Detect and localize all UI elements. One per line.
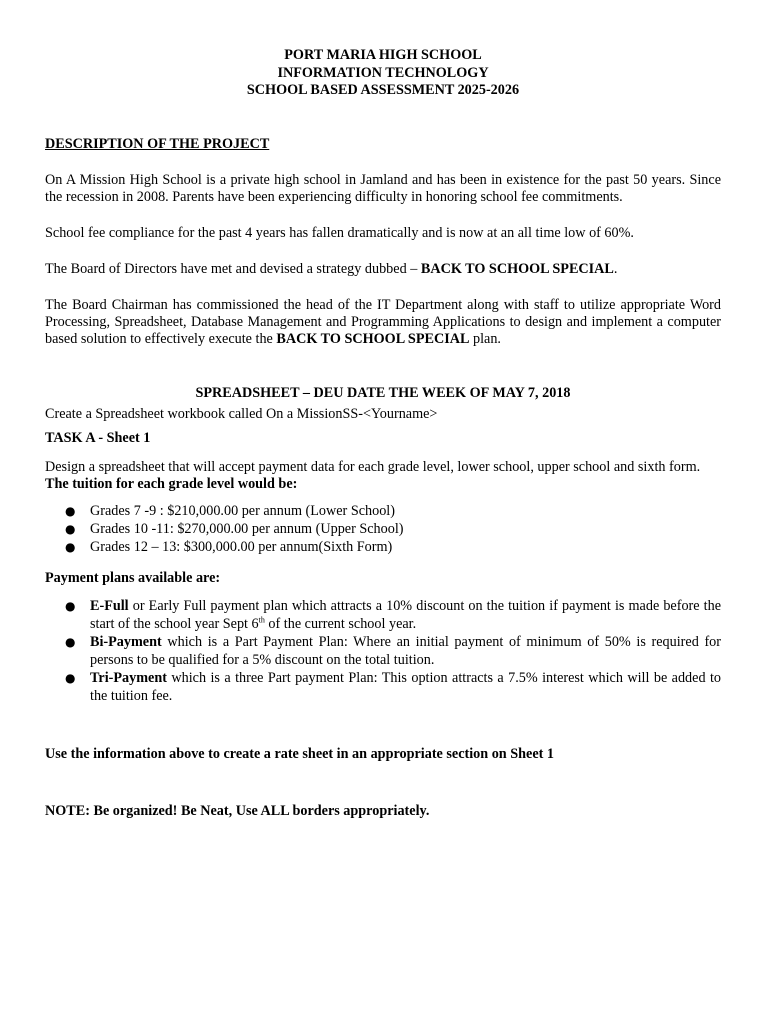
plan-description: which is a three Part payment Plan: This option attracts a 7.5% interest which will be added to the tuition fee.	[90, 669, 721, 704]
document-header	[45, 47, 721, 100]
description-title: DESCRIPTION OF THE PROJECT	[45, 135, 270, 152]
para3-text: The Board of Directors have met and devised a strategy dubbed –	[45, 260, 421, 277]
assessment-title: SCHOOL BASED ASSESSMENT 2025-2026	[246, 82, 520, 98]
bullet-icon: ●	[65, 503, 76, 518]
payment-plans-list	[45, 597, 721, 705]
list-item	[45, 502, 721, 520]
description-paragraph-4	[45, 297, 721, 348]
para4-text: The Board Chairman has commissioned the head of the IT Department along with staff to utilize appropriate Word Processing, Spreadsheet, Database Management and Programming Applications to design and implement a computer based solution to effectively execute the	[45, 296, 721, 347]
school-name: PORT MARIA HIGH SCHOOL	[284, 47, 482, 63]
tuition-item: Grades 7 -9 : $210,000.00 per annum (Lower School)	[90, 502, 395, 519]
plan-name: Bi-Payment	[90, 633, 162, 650]
description-paragraph-1: On A Mission High School is a private high school in Jamland and has been in existence for the past 50 years. Since the recession in 2008. Parents have been experiencing difficulty in honoring school fee commitments.	[45, 171, 721, 205]
tuition-item: Grades 12 – 13: $300,000.00 per annum(Sixth Form)	[90, 538, 393, 555]
tuition-list	[45, 502, 721, 556]
bullet-icon: ●	[65, 521, 76, 536]
para3-bold: BACK TO SCHOOL SPECIAL	[420, 260, 614, 277]
description-paragraph-2: School fee compliance for the past 4 years has fallen dramatically and is now at an all time low of 60%.	[45, 224, 634, 241]
superscript: th	[258, 614, 265, 624]
department-name: INFORMATION TECHNOLOGY	[277, 64, 489, 81]
para3-end: .	[613, 260, 618, 277]
plan-description-end: of the current school year.	[264, 615, 417, 632]
list-item	[45, 633, 721, 669]
bullet-icon: ●	[65, 598, 76, 613]
rate-sheet-instruction: Use the information above to create a rate sheet in an appropriate section on Sheet 1	[45, 745, 554, 762]
list-item	[45, 597, 721, 633]
para4-bold: BACK TO SCHOOL SPECIAL	[276, 330, 470, 347]
plan-description: or Early Full payment plan which attracts a 10% discount on the tuition if payment is made before the start of the school year Sept 6	[90, 597, 721, 632]
list-item	[45, 669, 721, 705]
bullet-icon: ●	[65, 670, 76, 685]
tuition-heading: The tuition for each grade level would be:	[45, 475, 298, 492]
bullet-icon: ●	[65, 634, 76, 649]
plan-name: E-Full	[90, 597, 129, 614]
list-item	[45, 538, 721, 556]
plan-name: Tri-Payment	[90, 669, 167, 686]
spreadsheet-title: SPREADSHEET – DEU DATE THE WEEK OF MAY 7, 2018	[195, 384, 571, 401]
task-heading: TASK A - Sheet 1	[45, 429, 151, 446]
bullet-icon: ●	[65, 539, 76, 554]
description-paragraph-3	[45, 261, 721, 278]
para4-end: plan.	[469, 330, 501, 347]
tuition-item: Grades 10 -11: $270,000.00 per annum (Upper School)	[90, 520, 404, 537]
payment-plans-heading: Payment plans available are:	[45, 569, 221, 586]
list-item	[45, 520, 721, 538]
plan-description: which is a Part Payment Plan: Where an initial payment of minimum of 50% is required for persons to be qualified for a 5% discount on the total tuition.	[90, 633, 721, 668]
design-instruction: Design a spreadsheet that will accept payment data for each grade level, lower school, upper school and sixth form.	[45, 458, 701, 475]
create-workbook-instruction: Create a Spreadsheet workbook called On a MissionSS-<Yourname>	[45, 405, 438, 422]
note: NOTE: Be organized! Be Neat, Use ALL borders appropriately.	[45, 802, 430, 819]
document-page	[45, 47, 721, 820]
